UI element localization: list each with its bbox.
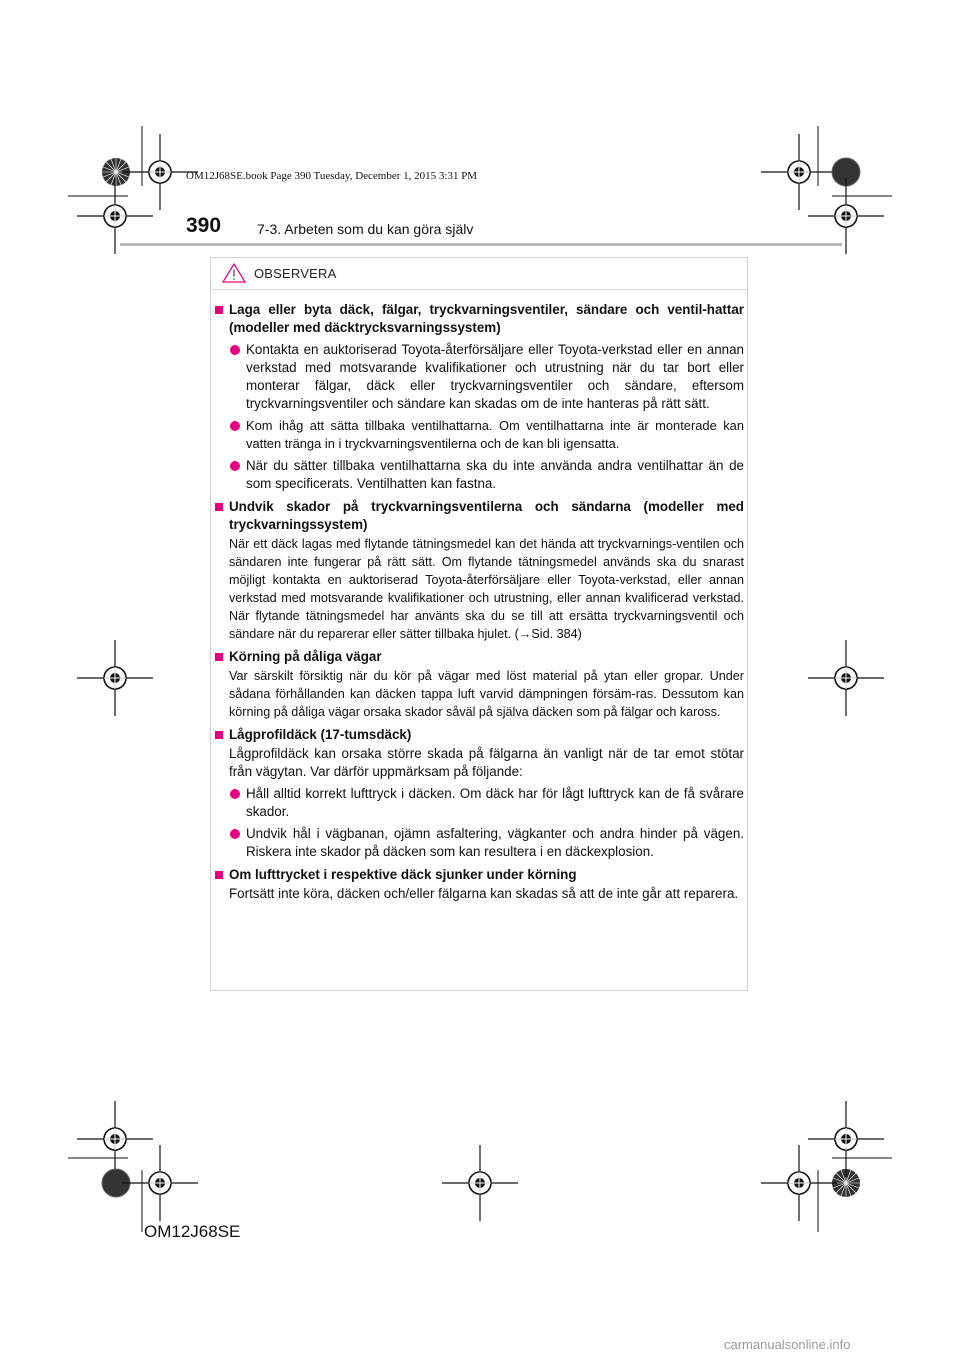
circle-bullet-icon [230,345,240,355]
notice-divider [211,289,747,290]
square-bullet-icon [215,503,223,511]
section-text: Var särskilt försiktig när du kör på vägar med löst material på ytan eller gropar. Under sådana förhållanden kan däcken tappa luft varvid dämpningen försäm-ras. Dessutom kan körning på dåliga vägar orsaka skador såväl på själva däcken som på fälgar och kaross. [229,669,744,719]
circle-bullet-icon [230,461,240,471]
section-heading: Om lufttrycket i respektive däck sjunker under körning [229,867,577,882]
square-bullet-icon [215,871,223,879]
section-text: När ett däck lagas med flytande tätningsmedel kan det hända att tryckvarnings-ventilen och sändaren inte fungerar på rätt sätt. Om flytande tätningsmedel används ska du snarast möjligt kontakta en auktoriserad Toyota-återförsäljare eller Toyota-verkstad, eller annan verkstad med motsvarande kvalifikationer och utrustning, eller annan kvalificerad verkstad. När flytande tätningsmedel har använts ska du se till att ersätta tryckvarningsventil och sändare när du reparerar eller sätter tillbaka hjulet. (→Sid. 384) [229,537,744,641]
header-rule [120,243,842,246]
circle-bullet-icon [230,421,240,431]
notice-content [212,301,744,908]
list-item-text: Håll alltid korrekt lufttryck i däcken. Om däck har för lågt lufttryck kan de få svårare skador. [246,786,744,819]
section-text: Lågprofildäck kan orsaka större skada på fälgarna än vanligt när de tar emot stötar från vägytan. Var därför uppmärksam på följande: [229,746,744,779]
list-item [229,785,744,821]
list-item-text: Undvik hål i vägbanan, ojämn asfaltering, vägkanter och andra hinder på vägen. Riskera inte skador på däcken som kan resultera i en däckexplosion. [246,826,744,859]
list-item-text: Kom ihåg att sätta tillbaka ventilhattarna. Om ventilhattarna inte är monterade kan vatten tränga in i tryckvarningsventilerna och de kan bli igensatta. [246,418,744,451]
section-heading: Undvik skador på tryckvarningsventilerna och sändarna (modeller med tryckvarningssystem) [229,499,744,532]
book-stamp: OM12J68SE.book Page 390 Tuesday, December 1, 2015 3:31 PM [186,170,478,182]
circle-bullet-icon [230,789,240,799]
square-bullet-icon [215,653,223,661]
section-text: Fortsätt inte köra, däcken och/eller fälgarna kan skadas så att de inte går att reparera. [229,886,739,901]
notice-label: OBSERVERA [254,265,337,281]
section-heading: Lågprofildäck (17-tumsdäck) [229,727,412,742]
section-title: 7-3. Arbeten som du kan göra själv [257,221,474,237]
footer-code: OM12J68SE [144,1222,241,1241]
notice-section [212,648,744,721]
list-item [229,341,744,413]
notice-heading [222,263,336,283]
list-item-text: Kontakta en auktoriserad Toyota-återförsäljare eller Toyota-verkstad eller en annan verkstad med motsvarande kvalifikationer och utrustning när du tar bort eller monterar fälgar, däck eller tryckvarningsventiler och sändare, eftersom tryckvarningsventiler och sändare kan skadas om de inte hanteras på rätt sätt. [246,342,744,411]
page-number: 390 [186,214,222,237]
list-item [229,825,744,861]
notice-section [212,866,744,903]
list-item-text: När du sätter tillbaka ventilhattarna ska du inte använda andra ventilhattar än de som specificerats. Ventilhatten kan fastna. [246,458,744,491]
section-heading: Laga eller byta däck, fälgar, tryckvarningsventiler, sändare och ventil-hattar (modeller med däcktrycksvarningssystem) [229,302,744,335]
notice-section [212,301,744,493]
watermark: carmanualsonline.info [724,1337,851,1352]
section-heading: Körning på dåliga vägar [229,649,382,664]
list-item [229,457,744,493]
square-bullet-icon [215,731,223,739]
warning-triangle-icon [222,263,246,283]
notice-section [212,498,744,643]
square-bullet-icon [215,306,223,314]
list-item [229,417,744,453]
circle-bullet-icon [230,829,240,839]
notice-section [212,726,744,861]
